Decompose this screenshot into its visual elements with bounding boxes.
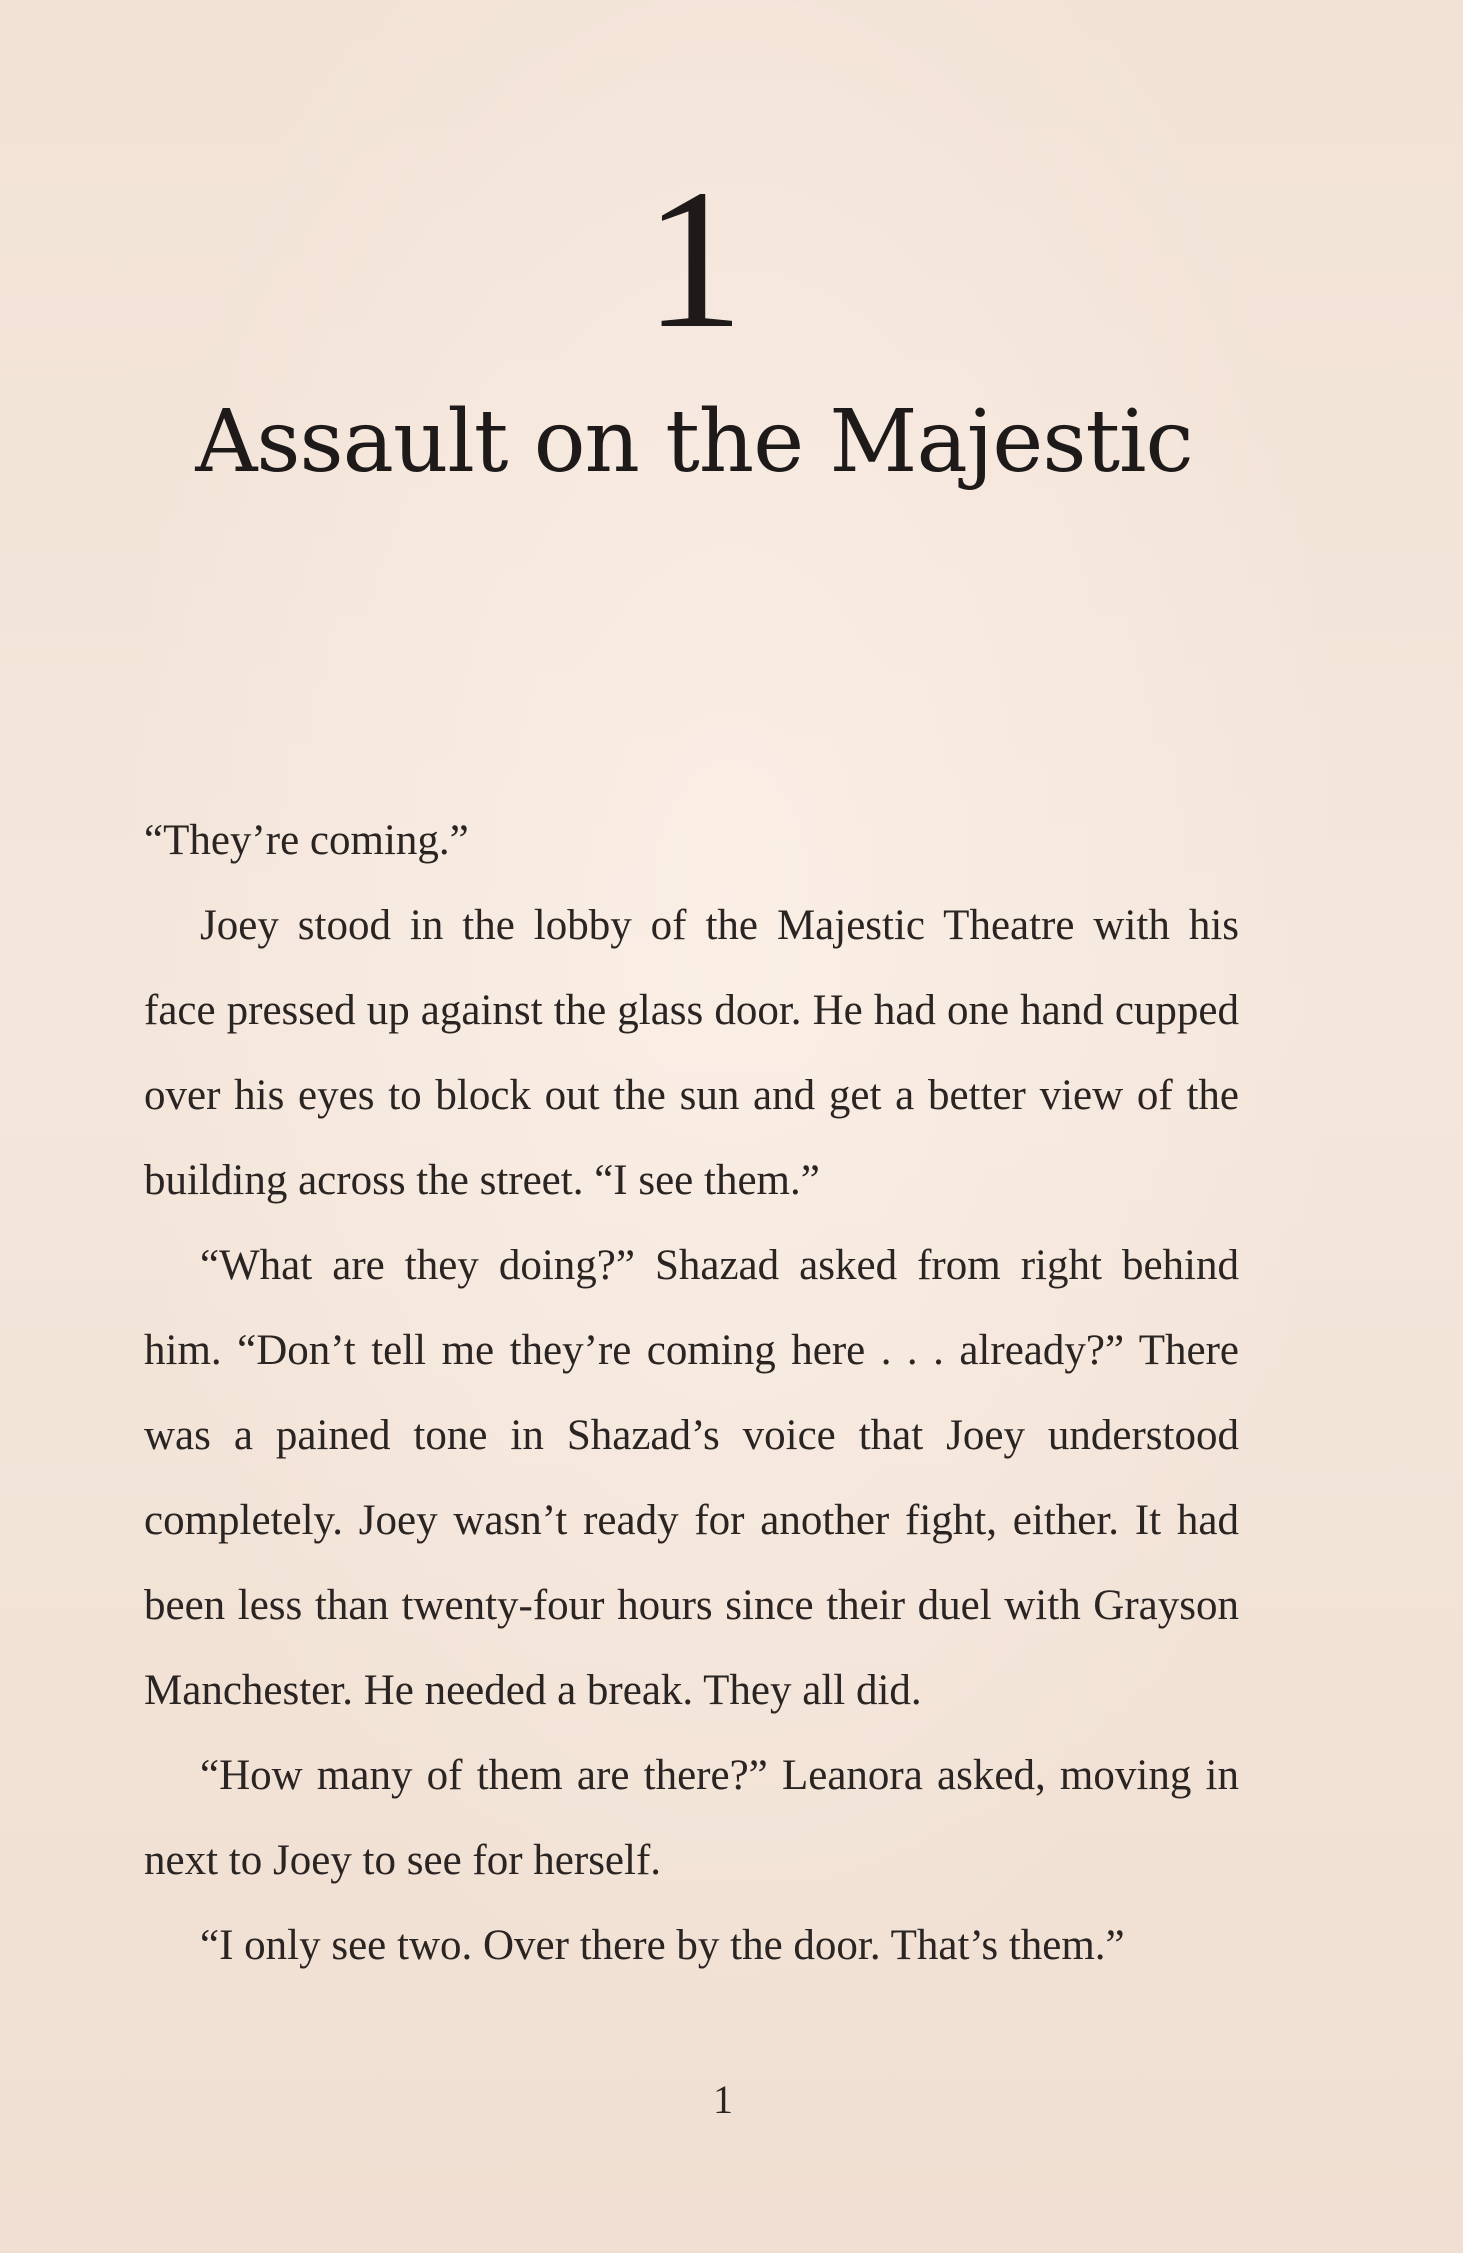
paragraph: “How many of them are there?” Leanora asked, moving in next to Joey to see for herself. bbox=[144, 1752, 1239, 1884]
paragraph: “I only see two. Over there by the door. That’s them.” bbox=[200, 1922, 1125, 1969]
chapter-title: Assault on the Majestic bbox=[195, 392, 1193, 492]
paragraph: “They’re coming.” bbox=[144, 817, 469, 864]
page-number: 1 bbox=[713, 2077, 733, 2122]
paragraph: “What are they doing?” Shazad asked from right behind him. “Don’t tell me they’re coming here . . . already?” There was a pained tone in Shazad’s voice that Joey understood completely. Joey wasn’t ready for another fight, either. It had been less than twenty-four hours since their duel with Grayson Manchester. He needed a break. They all did. bbox=[144, 1242, 1239, 1714]
chapter-body bbox=[144, 798, 1239, 1988]
chapter-number: 1 bbox=[644, 149, 744, 370]
paragraph: Joey stood in the lobby of the Majestic Theatre with his face pressed up against the glass door. He had one hand cupped over his eyes to block out the sun and get a better view of the building across the street. “I see them.” bbox=[144, 902, 1239, 1204]
